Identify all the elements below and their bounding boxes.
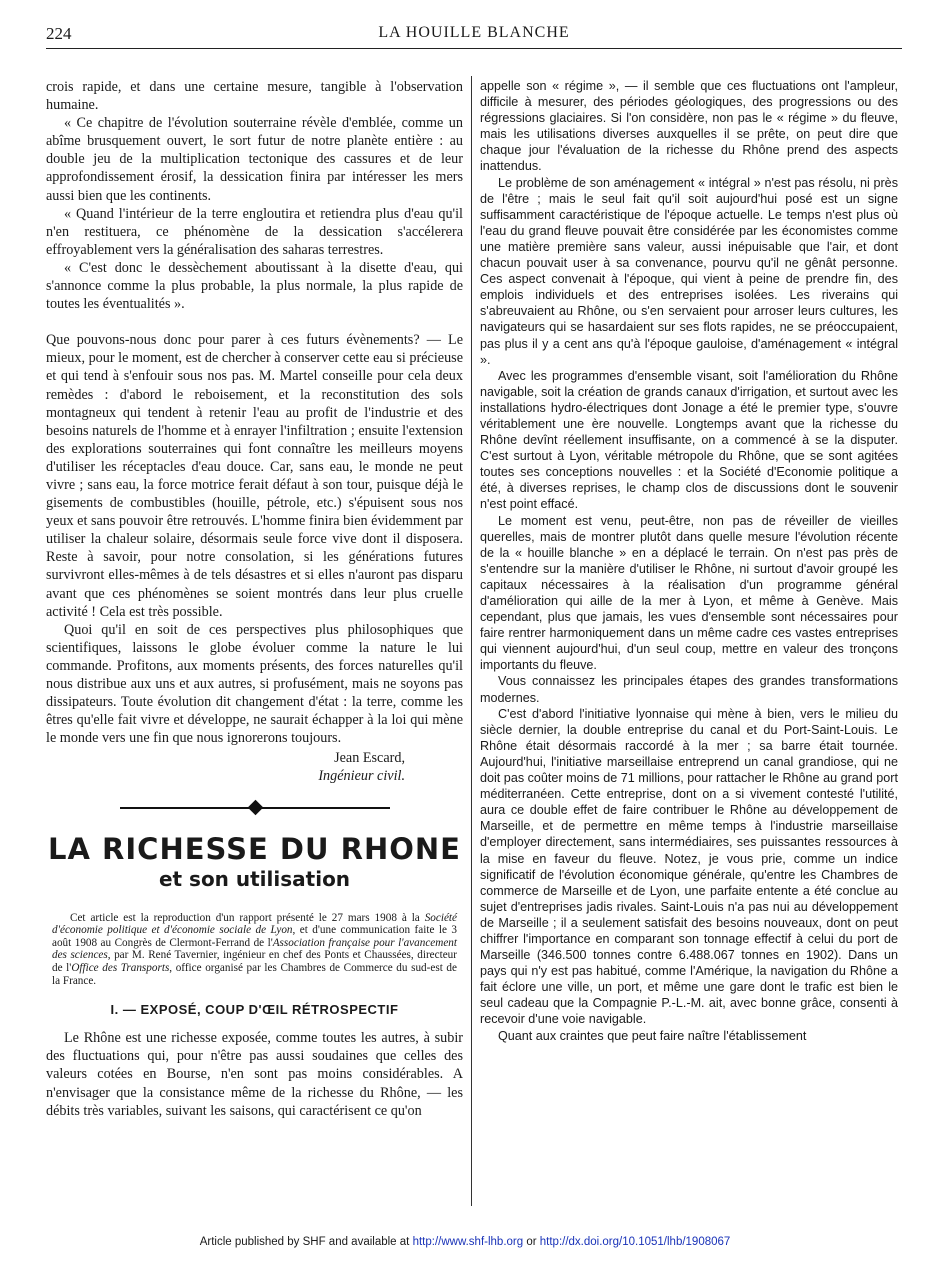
footer: Article published by SHF and available at http://www.shf-lhb.org or http://dx.doi.org/10.1051/lhb/1908067: [199, 1236, 731, 1248]
paragraph: « C'est donc le dessèchement aboutissant à la disette d'eau, qui s'annonce comme la plus probable, la plus normale, la plus rapide de toutes les éventualités ».: [46, 259, 463, 313]
right-column: [480, 78, 898, 1044]
article-title: LA RICHESSE DU RHONE: [48, 831, 461, 866]
paragraph: « Ce chapitre de l'évolution souterraine révèle d'emblée, comme un abîme brusquement ouvert, le sort futur de notre planète entière : au double jeu de la multiplication tectonique des cassures et de leur approfondissement érosif, la dessication finira par intéresser les mers aussi bien que les continents.: [46, 115, 463, 204]
author-name: Jean Escard,: [334, 750, 405, 767]
paragraph: Le moment est venu, peut-être, non pas de réveiller de vieilles querelles, mais de montrer plutôt dans quelle mesure l'évolution récente de la « houille blanche » en a déplacé le terrain. On n'est pas près de s'entendre sur la manière d'utiliser le Rhône, ni surtout d'avoir groupé les capitaux nécessaires à la réalisation d'un programme général d'amélioration qui aille de la mer à Lyon, et même à Genève. Mais cependant, plus que jamais, les vues d'ensemble sont nécessaires pour faire rentrer harmoniquement dans un même cadre ces vastes entreprises qui viennent aujourd'hui, d'un seul coup, mettre en valeur des tronçons importants du fleuve.: [480, 513, 898, 673]
paragraph: crois rapide, et dans une certaine mesure, tangible à l'observation humaine.: [46, 79, 463, 114]
section-heading: I. — EXPOSÉ, COUP D'ŒIL RÉTROSPECTIF: [110, 1002, 399, 1018]
page-header: [46, 24, 902, 46]
section-ornament: [120, 802, 390, 814]
paragraph: Avec les programmes d'ensemble visant, soit l'amélioration du Rhône navigable, soit la création de grands canaux d'irrigation, et surtout avec les installations hydro-électriques dont Jonage a été le premier type, s'ouvre véritablement une ère nouvelle. Longtemps avant que la richesse du Rhône devînt réellement insuffisante, on a commencé à se la disputer. C'est surtout à Lyon, véritable métropole du Rhône, que se sont agitées toutes ses conceptions nouvelles : et la Société d'Economie politique a été, à diverses reprises, le champ clos de discussions dont le souvenir n'est point effacé.: [480, 368, 898, 512]
page-number: 224: [46, 24, 72, 43]
article-subtitle: et son utilisation: [158, 866, 351, 891]
left-column: [46, 78, 463, 1120]
paragraph: appelle son « régime », — il semble que ces fluctuations ont l'ampleur, difficile à mesurer, des périodes géologiques, des progressions ou des régressions glaciaires. Si l'on considère, non pas le « régime » du fleuve, mais les utilisations diverses auxquelles il se prête, on peut dire que chaque jour l'évaluation de la richesse du Rhône prend des aspects inattendus.: [480, 79, 898, 174]
running-title: LA HOUILLE BLANCHE: [378, 24, 570, 41]
journal-link[interactable]: http://www.shf-lhb.org: [412, 1236, 524, 1248]
doi-link[interactable]: http://dx.doi.org/10.1051/lhb/1908067: [539, 1236, 731, 1248]
paragraph: « Quand l'intérieur de la terre engloutira et retiendra plus d'eau qu'il n'en restituera, ce phénomène de la dessication s'accélerera effroyablement vers la généralisation des saharas terrestres.: [46, 205, 463, 258]
paragraph: Quant aux craintes que peut faire naître l'établissement: [498, 1028, 807, 1043]
paragraph: Le problème de son aménagement « intégral » n'est pas résolu, ni près de l'être ; mais le seul fait qu'il soit aujourd'hui posé est un signe suffisamment caractéristique de l'époque actuelle. Le temps n'est plus où l'eau du grand fleuve pouvait être considérée par les économistes comme une matière première sans valeur, aussi inépuisable que l'air, et dont chacun pouvait user à sa convenance, pourvu qu'il ne gênât personne. Ces aspect convenait à l'époque, qui vient à peine de prendre fin, des emplois individuels et des entreprises isolées. Les riverains qui s'abreuvaient au Rhône, ou s'en servaient pour arroser leurs cultures, les navigateurs qui se hasardaient sur ses flots rapides, ne se préoccupaient, pas plus il y a cent ans qu'à l'époque gauloise, d'aménagement « intégral ».: [480, 175, 898, 367]
column-divider: [471, 76, 472, 1206]
article-abstract: Cet article est la reproduction d'un rapport présenté le 27 mars 1908 à la Société d'économie politique et d'économie sociale de Lyon, et d'une communication faite le 3 août 1908 au Congrès de Clermont-Ferrand de l'Association française pour l'avancement des sciences, par M. René Tavernier, ingénieur en chef des Ponts et Chaussées, directeur de l'Office des Transports, office organisé par les Chambres de Commerce du sud-est de la France.: [52, 911, 457, 987]
signature: [46, 749, 463, 785]
author-title: Ingénieur civil.: [318, 768, 405, 785]
paragraph: Vous connaissez les principales étapes des grandes transformations modernes.: [480, 674, 898, 705]
paragraph: Quoi qu'il en soit de ces perspectives plus philosophiques que scientifiques, laissons le globe évoluer comme la nature le lui commande. Profitons, aux moments présents, des forces naturelles qu'il nous distribue aux uns et aux autres, si profusément, mais ne soyons pas dissipateurs. Toute évolution dit changement d'état : la terre, comme les êtres qu'elle fait vivre et développe, ne saurait échapper à la loi qui mène le monde vers une fin que nous ignorerons toujours.: [46, 621, 463, 747]
paragraph: Que pouvons-nous donc pour parer à ces futurs évènements? — Le mieux, pour le moment, est de chercher à conserver cette eau si précieuse et qui tend à s'enfouir sous nos pas. M. Martel conseille pour cela deux remèdes : d'abord le reboisement, et la reconstitution des sols montagneux qui tendent à retenir l'eau au profit de l'industrie et des besoins naturels de l'homme et à enrayer l'infiltration ; ensuite l'extension des explorations souterraines qui font connaître les meilleurs moyens d'utiliser les réceptacles d'eau douce. Car, sans eau, le monde ne peut vivre ; sans eau, la force motrice ferait défaut à son tour, puisque déjà le gisements de combustibles (houille, pétrole, etc.) s'épuisent sous nos yeux et sans pouvoir être retrouvés. L'homme finira bien évidemment par utiliser la chaleur solaire, désormais seule force vive dont il disposera. Reste à savoir, pour notre consolation, si les générations futures survivront elles-mêmes à de tels désastres et si elles n'auront pas disparu avant que ces phénomènes se soient montrés dans leur plus cruelle activité ! Cela est très possible.: [46, 332, 463, 620]
paragraph: Le Rhône est une richesse exposée, comme toutes les autres, à subir des fluctuations qui, pour n'être pas aussi soudaines que celles des valeurs cotées en Bourse, n'en sont pas moins considérables. A n'envisager que la consistance même de la richesse du Rhône, — les débits très variables, suivant les saisons, qui caractérisent ce qu'on: [46, 1030, 463, 1119]
paragraph: C'est d'abord l'initiative lyonnaise qui mène à bien, vers le milieu du siècle dernier, la double entreprise du canal et du Port-Saint-Louis. Le Rhône était désormais raccordé à la mer ; sa barre était tournée. Aujourd'hui, l'initiative marseillaise entreprend un canal grandiose, qui ne doit pas coûter moins de 71 millions, pour rattacher le Rhône au grand port méditerranéen. Cette entreprise, dont on a si vivement contesté l'utilité, aura ce double effet de faire contribuer le Rhône au développement de Marseille, et de permettre en même temps à l'industrie marseillaise d'employer directement, sans intermédiaires, ses puissantes ressources à la mise en faveur du fleuve. Notez, je vous prie, comme un indice significatif de l'évolution économique générale, qu'entre les Chambres de commerce de Marseille et de Lyon, une parfaite entente a été conclue au sujet d'entreprises jadis rivales. Saint-Louis n'a pas nui au développement de Marseille ; il a seulement satisfait des besoins nouveaux, dont on peut chiffrer l'importance en comparant son tonnage effectif à celui du port de Marseille (346.500 tonnes contre 6.488.067 tonnes en 1902). Dans un pays qui n'y est pas habitué, comme l'Amérique, la navigation du Rhône a fait éclore une ville, un port, et même une gare dont le trafic est bien le seul cadeau que la Compagnie P.-L.-M. ait, avec bonne grâce, consenti à recevoir d'une voie navigable.: [480, 706, 898, 1027]
header-rule: [46, 48, 902, 49]
